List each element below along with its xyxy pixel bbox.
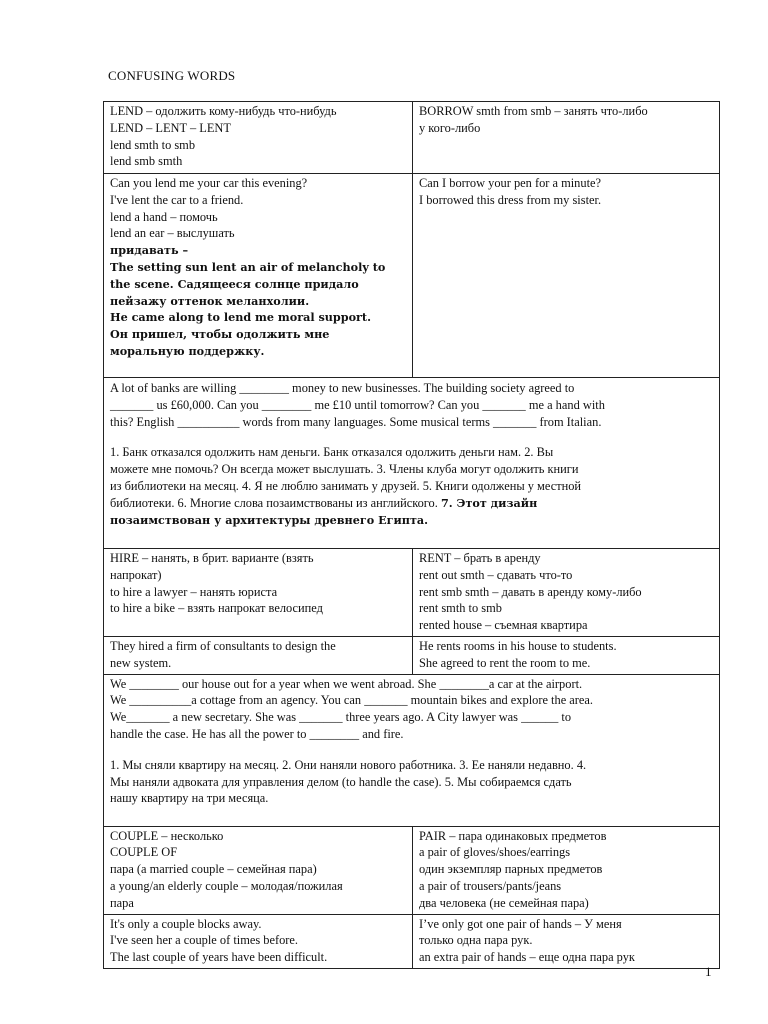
text-line: rent smb smth – давать в аренду кому-либо [419, 584, 642, 599]
hire-definition-row [104, 549, 720, 637]
text-line: Can you lend me your car this evening? [110, 176, 308, 190]
text-line: LEND – LENT – LENT [110, 120, 231, 135]
text-line: 1. Банк отказался одолжить нам деньги. Банк отказался одолжить деньги нам. 2. Вы [110, 445, 554, 460]
hire-examples-cell [104, 636, 413, 674]
text-line-bold: The setting sun lent an air of melancholy to [110, 259, 386, 274]
rent-definition-cell [413, 549, 720, 637]
couple-examples-cell [104, 914, 413, 968]
text-line: We ________ our house out for a year when we went abroad. She ________a car at the airport. [110, 676, 583, 691]
borrow-definition-cell [413, 102, 720, 174]
text-line: Мы наняли адвоката для управления делом (to handle the case). 5. Мы собираемся сдать [110, 774, 572, 789]
text-line: COUPLE – несколько [110, 828, 224, 843]
lend-exercise-cell [104, 378, 720, 549]
text-line: to hire a bike – взять напрокат велосипед [110, 601, 323, 616]
pair-definition-cell [413, 826, 720, 914]
document-title: CONFUSING WORDS [108, 68, 236, 83]
text-line-bold: the scene. Садящееся солнце придало [110, 276, 359, 291]
text-line: They hired a firm of consultants to design the [110, 638, 336, 653]
text-line: a pair of trousers/pants/jeans [419, 878, 562, 893]
text-line [110, 495, 713, 512]
spacer [110, 430, 713, 444]
text-line: два человека (не семейная пара) [419, 895, 589, 910]
text-line: rent out smth – сдавать что-то [419, 567, 573, 582]
hire-exercise-row [104, 674, 720, 826]
text-line: I’ve only got one pair of hands – У меня [419, 916, 622, 931]
text-line: handle the case. He has all the power to ________ and fire. [110, 726, 404, 741]
text-line: Can I borrow your pen for a minute? [419, 176, 602, 190]
lend-definition-cell [104, 102, 413, 174]
hire-exercise-cell [104, 674, 720, 826]
lend-examples-cell [104, 174, 413, 378]
text-line-bold: He came along to lend me moral support. [110, 310, 371, 325]
rent-examples-cell [413, 636, 720, 674]
text-line: I've lent the car to a friend. [110, 192, 244, 207]
text-line: PAIR – пара одинаковых предметов [419, 828, 607, 843]
lend-examples-row [104, 174, 720, 378]
text-line-bold: Он пришел, чтобы одолжить мне [110, 327, 330, 342]
text-line: rented house – съемная квартира [419, 618, 588, 633]
text-line: a young/an elderly couple – молодая/пожилая [110, 878, 343, 893]
text-line: у кого-либо [419, 120, 481, 135]
text-line: один экземпляр парных предметов [419, 862, 603, 877]
text-line: It's only a couple blocks away. [110, 916, 262, 931]
text-line: a pair of gloves/shoes/earrings [419, 845, 571, 860]
text-line: lend an ear – выслушать [110, 226, 235, 241]
text-line: an extra pair of hands – еще одна пара рук [419, 950, 635, 965]
text-line-bold: моральную поддержку. [110, 343, 265, 358]
pair-examples-cell [413, 914, 720, 968]
text-segment-bold: 7. Этот дизайн [440, 495, 538, 510]
text-line: lend a hand – помочь [110, 209, 218, 224]
borrow-examples-cell [413, 174, 720, 378]
text-line: пара (a married couple – семейная пара) [110, 862, 317, 877]
text-line: I borrowed this dress from my sister. [419, 192, 602, 207]
text-line: из библиотеки на месяц. 4. Я не люблю занимать у друзей. 5. Книги одолжены у местной [110, 478, 582, 493]
hire-definition-cell [104, 549, 413, 637]
text-segment: библиотеки. 6. Многие слова позаимствованы из английского. [110, 495, 438, 510]
confusing-words-table [103, 101, 720, 969]
text-line: He rents rooms in his house to students. [419, 638, 617, 653]
text-line: rent smth to smb [419, 601, 502, 616]
text-line: The last couple of years have been difficult. [110, 950, 328, 965]
text-line: HIRE – нанять, в брит. варианте (взять [110, 551, 314, 565]
page-number: 1 [705, 964, 712, 979]
couple-definition-cell [104, 826, 413, 914]
couple-examples-row [104, 914, 720, 968]
text-line: to hire a lawyer – нанять юриста [110, 584, 278, 599]
couple-definition-row [104, 826, 720, 914]
text-line: _______ us £60,000. Can you ________ me £10 until tomorrow? Can you _______ me a hand with [110, 397, 605, 412]
text-line: this? English __________ words from many languages. Some musical terms _______ from Italian. [110, 414, 602, 429]
text-line: RENT – брать в аренду [419, 551, 541, 565]
hire-examples-row [104, 636, 720, 674]
text-line: LEND – одолжить кому-нибудь что-нибудь [110, 104, 337, 118]
text-line: пара [110, 895, 134, 910]
text-line-bold: позаимствован у архитектуры древнего Египта. [110, 512, 429, 527]
text-line: только одна пара рук. [419, 933, 533, 948]
text-line: BORROW smth from smb – занять что-либо [419, 104, 648, 118]
text-line-bold: придавать – [110, 243, 189, 258]
text-line: new system. [110, 655, 172, 670]
text-line-bold: пейзажу оттенок меланхолии. [110, 293, 310, 308]
text-line: lend smb smth [110, 154, 183, 169]
text-line: We_______ a new secretary. She was _______ three years ago. A City lawyer was ______ to [110, 710, 572, 725]
text-line: нашу квартиру на три месяца. [110, 791, 269, 806]
text-line: We __________a cottage from an agency. You can _______ mountain bikes and explore the area. [110, 693, 594, 708]
text-line: можете мне помочь? Он всегда может выслушать. 3. Члены клуба могут одолжить книги [110, 462, 579, 477]
spacer [110, 743, 713, 757]
lend-exercise-row [104, 378, 720, 549]
text-line: I've seen her a couple of times before. [110, 933, 299, 948]
text-line: напрокат) [110, 567, 162, 582]
text-line: 1. Мы сняли квартиру на месяц. 2. Они наняли нового работника. 3. Ее наняли недавно. 4. [110, 757, 587, 772]
text-line: lend smth to smb [110, 137, 196, 152]
text-line: COUPLE OF [110, 845, 178, 860]
text-line: She agreed to rent the room to me. [419, 655, 591, 670]
text-line: A lot of banks are willing ________ money to new businesses. The building society agreed to [110, 381, 575, 395]
lend-definition-row [104, 102, 720, 174]
